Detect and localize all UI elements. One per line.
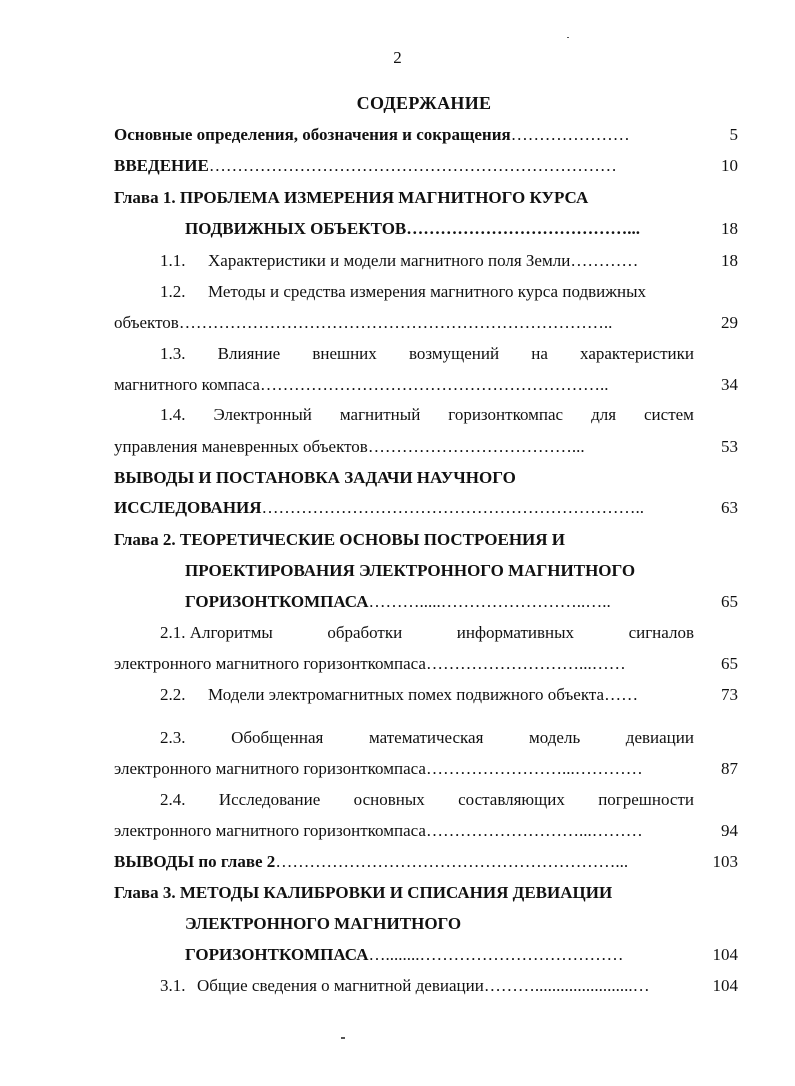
section-number: 1.2.	[160, 282, 186, 301]
toc-entry	[185, 592, 669, 612]
toc-entry-text: магнитного компаса	[114, 375, 260, 394]
word: магнитный	[339, 405, 421, 424]
toc-subentry	[160, 344, 694, 364]
toc-entry-text: ПОДВИЖНЫХ ОБЪЕКТОВ	[185, 219, 407, 238]
section-number: 2.2.	[160, 685, 186, 704]
page-ref: 10	[721, 156, 738, 175]
toc-entry-text: электронного магнитного горизонткомпаса	[114, 759, 426, 778]
page-ref: 103	[712, 852, 738, 871]
scan-speck	[567, 37, 569, 38]
dot-leader: …………………	[510, 125, 630, 144]
dot-leader: ……….....……………………..…..	[368, 592, 611, 611]
section-number: 2.4.	[160, 790, 186, 809]
page-ref: 65	[721, 654, 738, 673]
chapter-heading: Глава 1. ПРОБЛЕМА ИЗМЕРЕНИЯ МАГНИТНОГО КУРСА	[114, 188, 589, 207]
dot-leader: ………………………………………………………………	[208, 156, 617, 175]
dot-leader: …………………………………………………………..	[261, 498, 645, 517]
chapter-heading: Глава 3. МЕТОДЫ КАЛИБРОВКИ И СПИСАНИЯ ДЕВИАЦИИ	[114, 883, 613, 902]
toc-entry	[114, 156, 677, 176]
section-number: 2.3.	[160, 728, 186, 747]
page-ref: 73	[721, 685, 738, 704]
page-ref: 53	[721, 437, 738, 456]
page-ref: 94	[721, 821, 738, 840]
toc-subentry	[160, 976, 660, 996]
toc-title: СОДЕРЖАНИЕ	[356, 93, 492, 113]
dot-leader: ……….......................…	[483, 976, 650, 995]
dot-leader: …………………………………………………………………..	[178, 313, 613, 332]
page-ref: 5	[729, 125, 738, 144]
chapter-heading: Глава 2. ТЕОРЕТИЧЕСКИЕ ОСНОВЫ ПОСТРОЕНИЯ И	[114, 530, 566, 549]
dot-leader: ……………………………………………………..	[259, 375, 609, 394]
section-number: 1.1.	[160, 251, 186, 270]
toc-entry	[114, 852, 665, 872]
toc-entry	[114, 125, 643, 145]
dot-leader: ……………………………………………………...	[275, 852, 629, 871]
toc-entry	[185, 945, 669, 965]
toc-entry	[114, 759, 658, 779]
toc-entry-text: Основные определения, обозначения и сокращения	[114, 125, 511, 144]
dot-leader: …........………………………………	[368, 945, 624, 964]
toc-subentry	[160, 623, 694, 643]
word: для	[591, 405, 617, 424]
toc-entry-text: ВВЕДЕНИЕ	[114, 156, 209, 175]
section-number: 1.3.	[160, 344, 186, 363]
word: Исследование	[218, 790, 321, 809]
chapter-heading: ПРОЕКТИРОВАНИЯ ЭЛЕКТРОННОГО МАГНИТНОГО	[185, 561, 636, 580]
page-ref: 65	[721, 592, 738, 611]
chapter-heading: ЭЛЕКТРОННОГО МАГНИТНОГО	[185, 914, 462, 933]
toc-entry-text: электронного магнитного горизонткомпаса	[114, 821, 426, 840]
page-ref: 63	[721, 498, 738, 517]
toc-entry-text: Модели электромагнитных помех подвижного объекта	[208, 685, 605, 704]
word: внешних	[312, 344, 377, 363]
page-number: 2	[393, 48, 402, 67]
toc-entry-text: ГОРИЗОНТКОМПАСА	[185, 592, 369, 611]
dot-leader: ………………………...………	[425, 821, 643, 840]
word: систем	[644, 405, 694, 424]
toc-entry-text: Общие сведения о магнитной девиации	[197, 976, 484, 995]
word: сигналов	[628, 623, 694, 642]
word: девиации	[625, 728, 694, 747]
page-ref: 87	[721, 759, 738, 778]
page-ref: 104	[712, 976, 738, 995]
toc-entry-text: Характеристики и модели магнитного поля Земли	[208, 251, 571, 270]
toc-entry	[114, 375, 679, 395]
toc-subentry	[160, 405, 694, 425]
toc-entry-text: ВЫВОДЫ по главе 2	[114, 852, 276, 871]
page-ref: 18	[721, 219, 738, 238]
word: Влияние	[217, 344, 281, 363]
toc-subentry	[160, 251, 645, 271]
dot-leader: ……	[604, 685, 639, 704]
toc-entry-text: электронного магнитного горизонткомпаса	[114, 654, 426, 673]
toc-entry-text: ИССЛЕДОВАНИЯ	[114, 498, 262, 517]
word: Обобщенная	[231, 728, 324, 747]
toc-subentry	[160, 282, 646, 302]
toc-entry	[114, 654, 654, 674]
word: горизонткомпас	[448, 405, 564, 424]
section-heading	[160, 623, 273, 643]
toc-subentry	[160, 728, 694, 748]
page-ref: 104	[712, 945, 738, 964]
scan-speck	[341, 1037, 345, 1039]
toc-entry-text: управления маневренных объектов	[114, 437, 368, 456]
section-number: 1.4.	[160, 405, 186, 424]
toc-subentry	[160, 685, 641, 705]
word: Алгоритмы	[189, 623, 273, 642]
word: математическая	[368, 728, 484, 747]
toc-entry	[114, 821, 658, 841]
word: составляющих	[458, 790, 565, 809]
word: информативных	[456, 623, 575, 642]
dot-leader: …………………………………...	[406, 219, 641, 238]
toc-subentry	[160, 790, 694, 810]
word: обработки	[327, 623, 403, 642]
word: на	[531, 344, 548, 363]
page-ref: 18	[721, 251, 738, 270]
word: погрешности	[598, 790, 694, 809]
word: модель	[529, 728, 581, 747]
toc-entry	[114, 498, 680, 518]
dot-leader: ……………………...…………	[425, 759, 643, 778]
toc-entry-text: ГОРИЗОНТКОМПАСА	[185, 945, 369, 964]
toc-entry-text: Методы и средства измерения магнитного курса подвижных	[208, 282, 646, 301]
toc-entry-text: объектов	[114, 313, 179, 332]
page-ref: 34	[721, 375, 738, 394]
dot-leader: ………………………...……	[425, 654, 626, 673]
toc-entry	[114, 313, 682, 333]
dot-leader: …………	[570, 251, 639, 270]
word: основных	[353, 790, 425, 809]
chapter-heading: ВЫВОДЫ И ПОСТАНОВКА ЗАДАЧИ НАУЧНОГО	[114, 468, 516, 487]
dot-leader: ………………………………...	[367, 437, 585, 456]
section-number: 3.1.	[160, 976, 186, 995]
word: характеристики	[580, 344, 694, 363]
toc-entry	[114, 437, 680, 457]
word: возмущений	[408, 344, 500, 363]
section-number: 2.1.	[160, 623, 186, 642]
page-ref: 29	[721, 313, 738, 332]
toc-entry	[185, 219, 659, 239]
word: Электронный	[213, 405, 312, 424]
